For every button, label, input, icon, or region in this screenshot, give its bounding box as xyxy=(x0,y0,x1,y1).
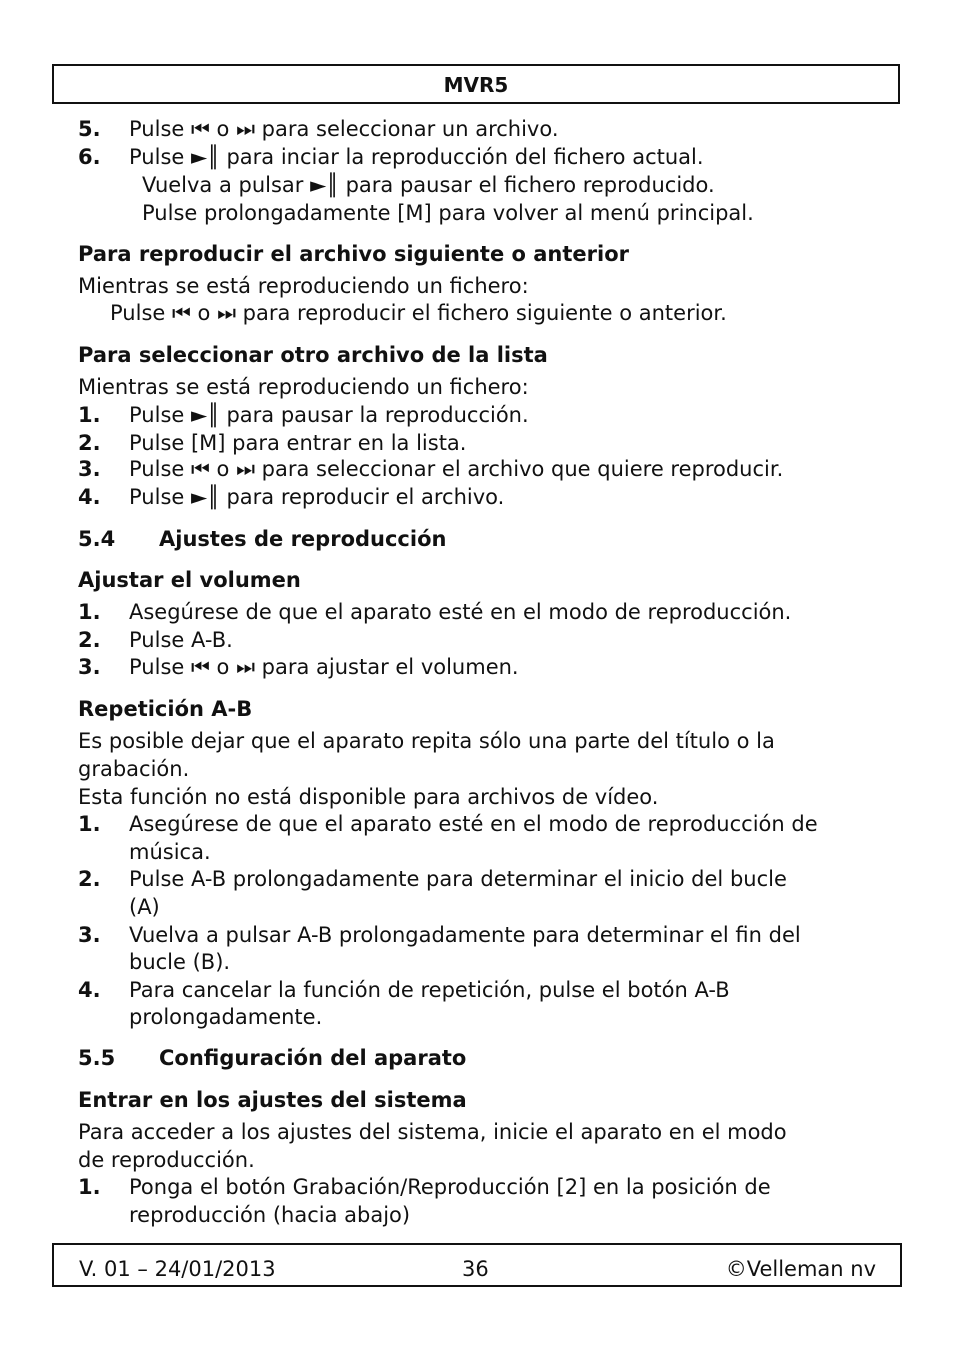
step-number: 3. xyxy=(78,457,101,481)
step-subline: Pulse prolongadamente [M] para volver al menú principal. xyxy=(142,201,754,225)
section-number: 5.4 xyxy=(78,527,116,551)
step-number: 1. xyxy=(78,403,101,427)
step-text-continued: música. xyxy=(129,840,211,864)
step-number: 4. xyxy=(78,485,101,509)
step-text: Pulse A-B. xyxy=(129,628,233,652)
step-text: Pulse [M] para entrar en la lista. xyxy=(129,431,467,455)
paragraph-text: Para acceder a los ajustes del sistema, inicie el aparato en el modo xyxy=(78,1120,787,1144)
step-text: Vuelva a pulsar A-B prolongadamente para determinar el fin del xyxy=(129,923,801,947)
step-text: Pulse A-B prolongadamente para determinar el inicio del bucle xyxy=(129,867,787,891)
step-text: Asegúrese de que el aparato esté en el modo de reproducción. xyxy=(129,600,792,624)
page-footer xyxy=(52,1243,902,1287)
version-date: V. 01 – 24/01/2013 xyxy=(79,1257,276,1281)
step-number: 6. xyxy=(78,145,101,169)
paragraph-text: grabación. xyxy=(78,757,190,781)
step-text: Pulse ►║ para inciar la reproducción del fichero actual. xyxy=(129,145,704,169)
step-text: Para cancelar la función de repetición, pulse el botón A-B xyxy=(129,978,730,1002)
section-title: Ajustes de reproducción xyxy=(159,527,447,551)
step-number: 2. xyxy=(78,628,101,652)
paragraph-text: Es posible dejar que el aparato repita sólo una parte del título o la xyxy=(78,729,775,753)
section-heading-next-previous: Para reproducir el archivo siguiente o anterior xyxy=(78,242,629,266)
paragraph-text: de reproducción. xyxy=(78,1148,255,1172)
page-number: 36 xyxy=(462,1257,489,1281)
step-subline: Vuelva a pulsar ►║ para pausar el fichero reproducido. xyxy=(142,173,715,197)
section-number: 5.5 xyxy=(78,1046,116,1070)
instruction-text: Pulse ⏮ o ⏭ para reproducir el fichero siguiente o anterior. xyxy=(110,301,727,325)
section-heading-system-settings: Entrar en los ajustes del sistema xyxy=(78,1088,467,1112)
intro-text: Mientras se está reproduciendo un fichero: xyxy=(78,274,529,298)
step-number: 4. xyxy=(78,978,101,1002)
step-text: Pulse ►║ para pausar la reproducción. xyxy=(129,403,529,427)
step-text: Asegúrese de que el aparato esté en el modo de reproducción de xyxy=(129,812,818,836)
page-header xyxy=(52,64,900,104)
step-text: Pulse ⏮ o ⏭ para seleccionar un archivo. xyxy=(129,117,559,141)
step-text-continued: (A) xyxy=(129,895,160,919)
model-title: MVR5 xyxy=(443,73,509,97)
section-title: Configuración del aparato xyxy=(159,1046,467,1070)
step-number: 1. xyxy=(78,812,101,836)
step-text: Ponga el botón Grabación/Reproducción [2] en la posición de xyxy=(129,1175,771,1199)
step-number: 3. xyxy=(78,655,101,679)
section-heading-volume: Ajustar el volumen xyxy=(78,568,301,592)
step-text: Pulse ►║ para reproducir el archivo. xyxy=(129,485,505,509)
paragraph-text: Esta función no está disponible para archivos de vídeo. xyxy=(78,785,659,809)
step-number: 2. xyxy=(78,867,101,891)
step-text-continued: bucle (B). xyxy=(129,950,231,974)
step-number: 1. xyxy=(78,600,101,624)
step-number: 3. xyxy=(78,923,101,947)
intro-text: Mientras se está reproduciendo un fichero: xyxy=(78,375,529,399)
step-number: 5. xyxy=(78,117,101,141)
step-number: 2. xyxy=(78,431,101,455)
step-text-continued: prolongadamente. xyxy=(129,1005,323,1029)
step-number: 1. xyxy=(78,1175,101,1199)
step-text: Pulse ⏮ o ⏭ para seleccionar el archivo que quiere reproducir. xyxy=(129,457,784,481)
step-text-continued: reproducción (hacia abajo) xyxy=(129,1203,411,1227)
section-heading-select-list: Para seleccionar otro archivo de la lista xyxy=(78,343,548,367)
section-heading-ab-repeat: Repetición A-B xyxy=(78,697,253,721)
step-text: Pulse ⏮ o ⏭ para ajustar el volumen. xyxy=(129,655,519,679)
copyright: ©Velleman nv xyxy=(725,1257,876,1281)
